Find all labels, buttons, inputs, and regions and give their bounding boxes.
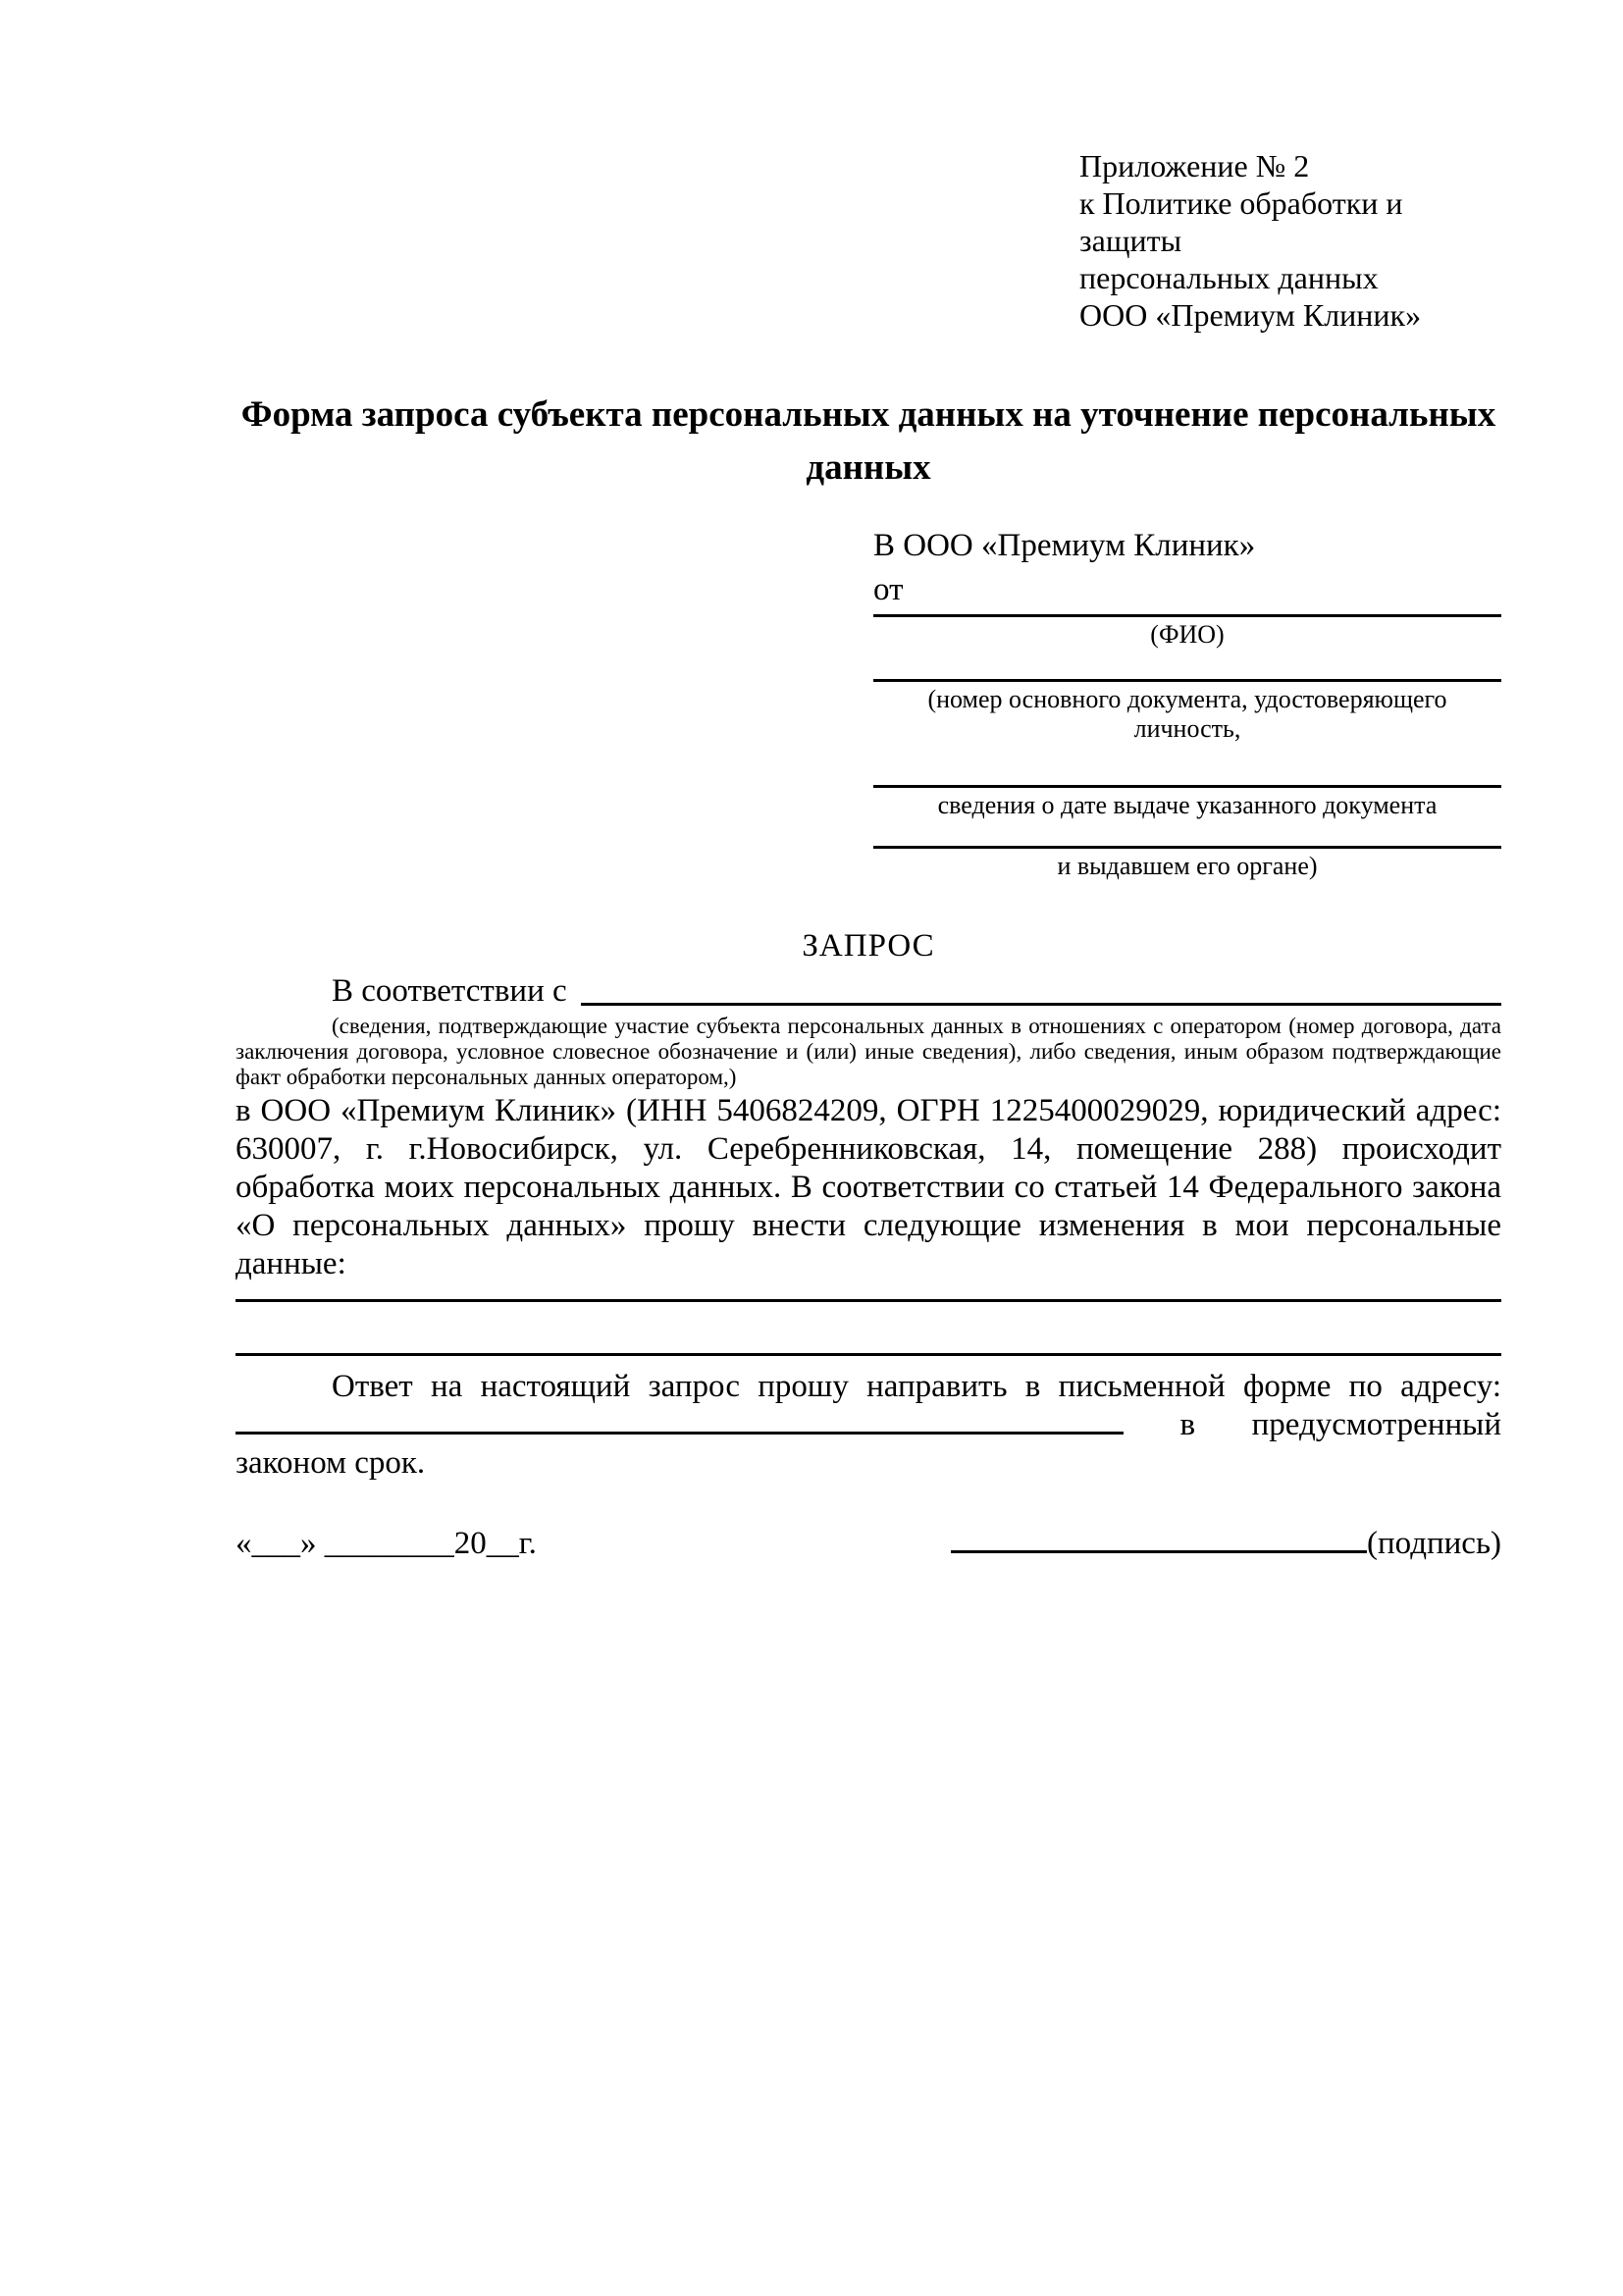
appendix-line: ООО «Премиум Клиник» [1079,297,1422,333]
fio-fill-line [873,614,1501,617]
accordance-prefix: В соответствии с [332,973,567,1009]
reply-address-fill-line [236,1432,1124,1435]
accordance-fill-line [581,970,1501,1006]
addressee-block [873,524,1501,881]
appendix-line: персональных данных [1079,260,1379,295]
changes-fill-line-1 [236,1299,1501,1302]
issue-date-fill-line [873,785,1501,788]
request-body-paragraph: в ООО «Премиум Клиник» (ИНН 5406824209, ОГРН 1225400029029, юридический адрес: 630007, г. г.Новосибирск, ул. Серебренниковская, 14, помещение 288) происходит обработка моих персональных данных. В соответствии со статьей 14 Федерального закона «О персональных данных» прошу внести следующие изменения в мои персональные данные: [236,1093,1501,1281]
accordance-note: (сведения, подтверждающие участие субъекта персональных данных в отношениях с оператором (номер договора, дата заключения договора, условное словесное обозначение и (или) иные сведения), либо сведения, иным образом подтверждающие факт обработки персональных данных оператором,) [236,1014,1501,1089]
addressee-to: В ООО «Премиум Клиник» [873,528,1256,563]
accordance-line [236,970,1501,1012]
appendix-line: к Политике обработки и защиты [1079,185,1403,258]
signature-fill-line [951,1550,1367,1553]
date-line: «___» ________20__г. [236,1526,537,1561]
reply-word-predusmotrenny: предусмотренный [1251,1407,1501,1442]
reply-paragraph-line3: законом срок. [236,1445,426,1481]
issue-date-label: сведения о дате выдаче указанного документа [937,791,1438,819]
reply-paragraph-line2 [236,1406,1501,1444]
appendix-block [1079,147,1501,334]
signature-area [951,1524,1501,1563]
issuing-authority-fill-line [873,846,1501,849]
doc-number-fill-line [873,679,1501,682]
date-signature-row [236,1524,1501,1563]
fio-label: (ФИО) [1150,620,1225,649]
reply-paragraph-line1: Ответ на настоящий запрос прошу направить в письменной форме по адресу: [332,1369,1501,1404]
changes-fill-line-2 [236,1353,1501,1356]
doc-number-label: (номер основного документа, удостоверяющего личность, [927,685,1447,743]
addressee-from: от [873,572,904,607]
appendix-line: Приложение № 2 [1079,148,1310,183]
reply-word-v: в [1179,1407,1196,1442]
issuing-authority-label: и выдавшем его органе) [1057,852,1318,880]
signature-label: (подпись) [1367,1526,1501,1561]
document-title: Форма запроса субъекта персональных данных на уточнение персональных данных [240,394,1496,488]
request-heading: ЗАПРОС [802,928,935,964]
